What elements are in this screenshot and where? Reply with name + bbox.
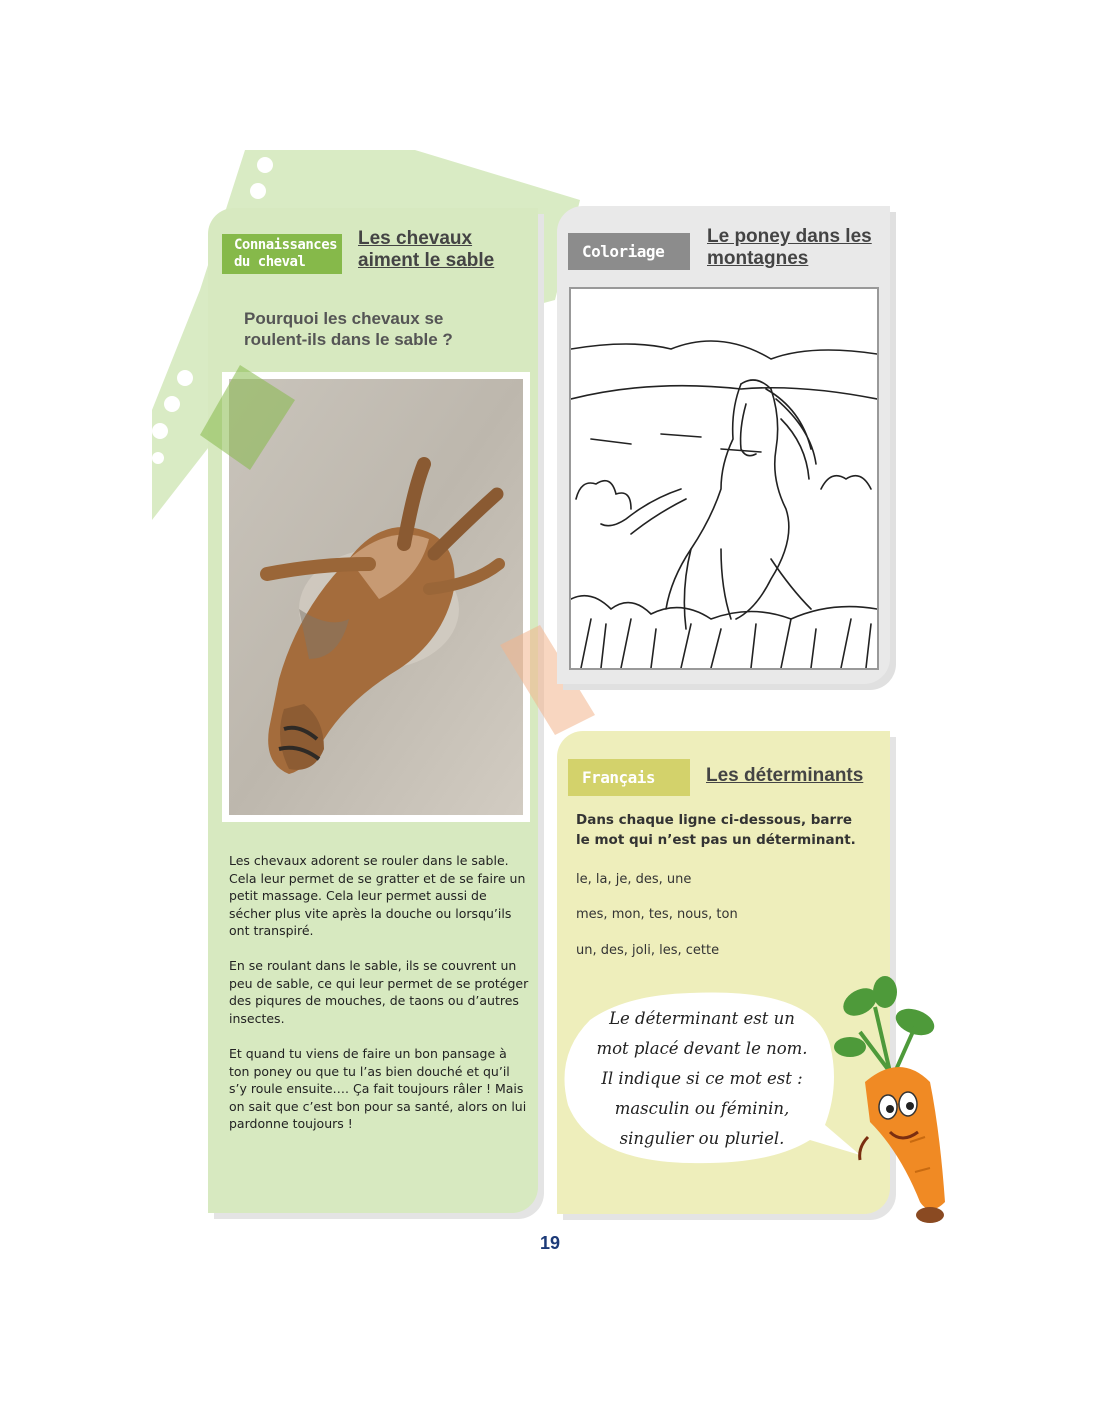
word-line-2: mes, mon, tes, nous, ton (576, 907, 738, 922)
horse-coloring-drawing (571, 289, 877, 668)
knowledge-tag (222, 234, 342, 274)
knowledge-paragraph-3: Et quand tu viens de faire un bon pansage à ton poney ou que tu l’as bien douché et qu’il s’y roule ensuite…. Ça fait toujours râler ! Mais on sait que c’est bon pour sa santé, alors on lui pardonne toujours ! (229, 1046, 527, 1131)
definition-line-4: masculin ou féminin, (614, 1099, 790, 1118)
carrot-mascot (820, 972, 950, 1232)
knowledge-question: Pourquoi les chevaux se roulent-ils dans le sable ? (244, 309, 453, 349)
coloring-picture-frame (569, 287, 879, 670)
page-number: 19 (539, 1233, 561, 1253)
green-tape-decoration (195, 355, 305, 475)
word-line-3: un, des, joli, les, cette (576, 943, 720, 958)
french-instruction: Dans chaque ligne ci-dessous, barre le mot qui n’est pas un déterminant. (576, 812, 856, 848)
coloring-title: Le poney dans les montagnes (707, 226, 872, 269)
french-tag: Français (568, 759, 690, 796)
knowledge-paragraph-1: Les chevaux adorent se rouler dans le sable. Cela leur permet de se gratter et de se faire un petit massage. Cela leur permet aussi de sécher plus vite après la douche ou lorsqu’ils ont transpiré. (229, 853, 526, 938)
definition-line-1: Le déterminant est un (609, 1009, 795, 1028)
coloring-tag: Coloriage (568, 233, 690, 270)
word-line-1: le, la, je, des, une (576, 872, 692, 887)
knowledge-title: Les chevaux aiment le sable (358, 228, 495, 271)
knowledge-tag-line-2: du cheval (234, 254, 306, 270)
knowledge-tag-line-1: Connaissances (234, 237, 338, 253)
french-title: Les déterminants (706, 765, 864, 786)
definition-line-2: mot placé devant le nom. (596, 1039, 808, 1058)
knowledge-paragraph-2: En se roulant dans le sable, ils se couvrent un peu de sable, ce qui leur permet de se protéger des piqures de mouches, de taons ou d’autres insectes. (229, 958, 529, 1026)
definition-line-5: singulier ou pluriel. (619, 1129, 785, 1148)
definition-line-3: Il indique si ce mot est : (601, 1069, 803, 1088)
determinant-definition (582, 1004, 822, 1154)
